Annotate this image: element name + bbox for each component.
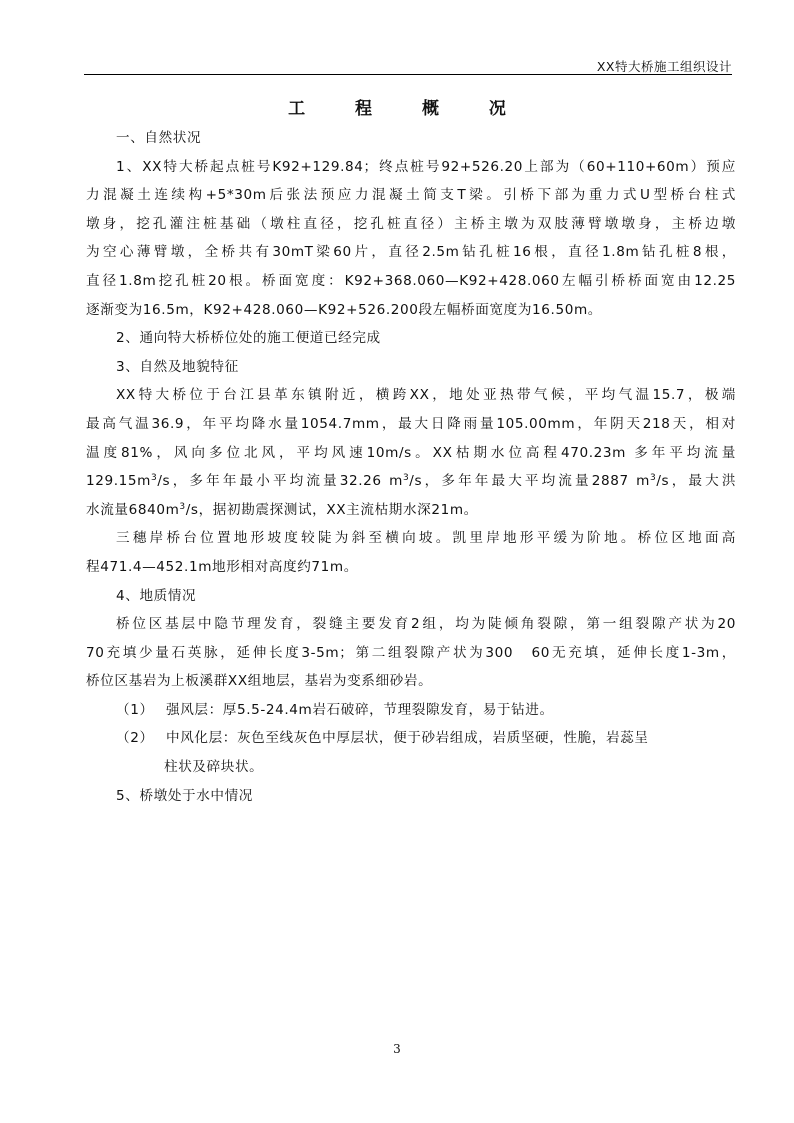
text-fragment: 水流量6840m [86, 501, 180, 518]
text-fragment: /s，多年年最小平均流量32.26 m [157, 473, 403, 490]
paragraph-terrain [86, 524, 736, 581]
text-line: 1、XX特大桥起点桩号K92+129.84；终点桩号92+526.20上部为（60+110+60m）预应 [116, 158, 736, 175]
superscript: 3 [179, 501, 186, 512]
page-number: 3 [393, 1042, 401, 1056]
list-item-text: 强风层：厚5.5-24.4m岩石破碎，节理裂隙发育，易于钻进。 [166, 701, 554, 718]
text-fragment: /s，最大洪 [656, 473, 736, 490]
list-item-weathered-layer [86, 696, 736, 725]
text-line: 力混凝土连续构+5*30m后张法预应力混凝土简支T梁。引桥下部为重力式U型桥台柱式 [86, 187, 736, 204]
text-line: 桥位区基层中隐节理发育，裂缝主要发育2组，均为陡倾角裂隙，第一组裂隙产状为20 [116, 616, 736, 633]
text-fragment: 129.15m [86, 473, 152, 490]
page-header-title: XX特大桥施工组织设计 [596, 59, 732, 74]
text-line: 三穗岸桥台位置地形坡度较陡为斜至横向坡。凯里岸地形平缓为阶地。桥位区地面高 [116, 530, 736, 547]
superscript: 3 [151, 473, 158, 484]
page-title: 工 程 概 况 [288, 99, 528, 119]
section-heading-geology: 4、地质情况 [116, 587, 197, 604]
list-item-first-line [86, 724, 736, 753]
section-heading-pier-in-water: 5、桥墩处于水中情况 [116, 787, 253, 804]
list-item-continuation: 柱状及碎块状。 [164, 759, 264, 776]
text-fragment: /s，据初勘震探测试，XX主流枯期水深21m。 [185, 501, 478, 518]
paragraph-bridge-overview [86, 153, 736, 325]
list-item-moderately-weathered [86, 724, 736, 781]
paragraph-geology [86, 610, 736, 696]
text-line: 墩身，挖孔灌注桩基础（墩柱直径，挖孔桩直径）主桥主墩为双肢薄臂墩墩身，主桥边墩 [86, 215, 736, 232]
superscript: 3 [650, 473, 657, 484]
document-body [86, 124, 736, 810]
text-fragment: /s，多年年最大平均流量2887 m [409, 473, 650, 490]
text-line: 温度81%，风向多位北风，平均风速10m/s。XX枯期水位高程470.23m 多年平均流量 [86, 444, 736, 461]
section-heading-natural-conditions: 一、自然状况 [116, 130, 202, 146]
list-item-number: （1） [116, 701, 154, 718]
text-line-flow [86, 467, 736, 496]
section-heading-access-road: 2、通向特大桥桥位处的施工便道已经完成 [116, 330, 381, 347]
list-item-text: 中风化层：灰色至线灰色中厚层状，便于砂岩组成，岩质坚硬，性脆，岩蕊呈 [166, 730, 649, 747]
header-rule [84, 74, 732, 75]
text-line: 为空心薄臂墩，全桥共有30mT梁60片，直径2.5m钻孔桩16根，直径1.8m钻孔桩8根， [86, 244, 736, 261]
text-line: 直径1.8m挖孔桩20根。桥面宽度：K92+368.060—K92+428.060左幅引桥桥面宽由12.25 [86, 272, 736, 289]
text-line: 桥位区基岩为上板溪群XX组地层，基岩为变系细砂岩。 [86, 673, 433, 690]
text-line-flow [86, 496, 736, 525]
text-line: 最高气温36.9，年平均降水量1054.7mm，最大日降雨量105.00mm，年阴天218天，相对 [86, 415, 736, 432]
text-line: 逐渐变为16.5m，K92+428.060—K92+526.200段左幅桥面宽度为16.50m。 [86, 301, 603, 318]
paragraph-climate [86, 381, 736, 524]
superscript: 3 [402, 473, 410, 484]
list-item-number: （2） [116, 730, 154, 747]
text-line: 70充填少量石英脉，延伸长度3-5m；第二组裂隙产状为300 60无充填，延伸长度1-3m， [86, 644, 736, 661]
section-heading-natural-landform: 3、自然及地貌特征 [116, 358, 239, 375]
text-line: XX特大桥位于台江县革东镇附近，横跨XX，地处亚热带气候，平均气温15.7，极端 [116, 387, 736, 404]
text-line: 程471.4—452.1m地形相对高度约71m。 [86, 558, 358, 575]
